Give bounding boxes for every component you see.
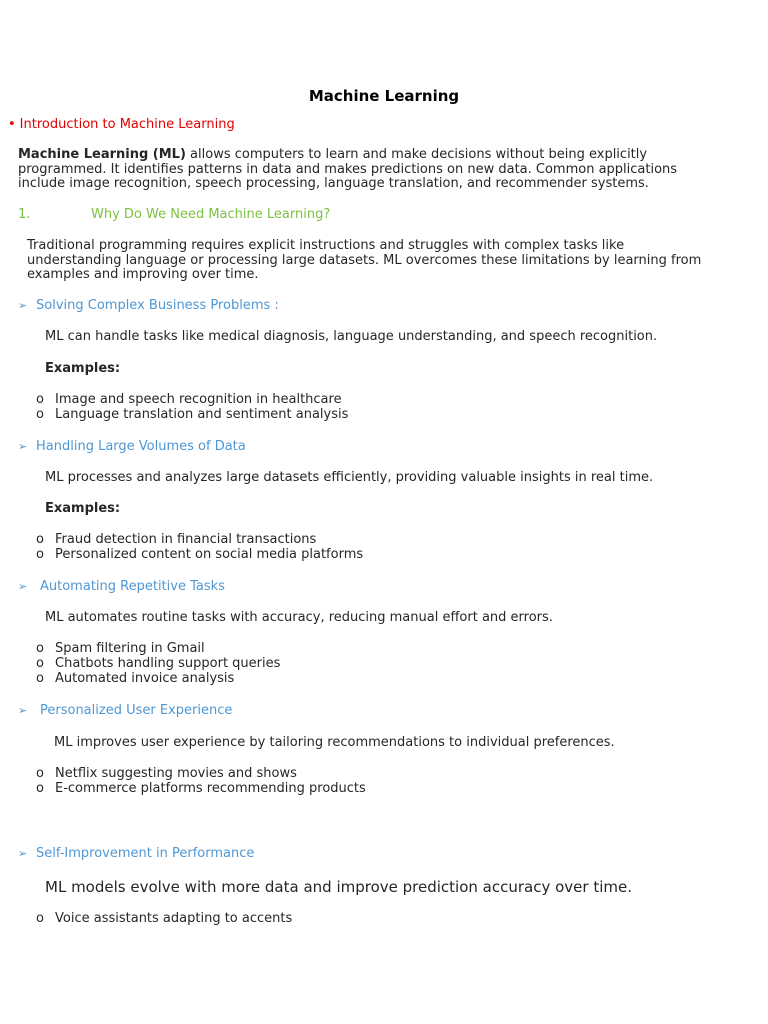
- section-heading-text: Handling Large Volumes of Data: [36, 439, 246, 454]
- list-item: [36, 641, 280, 656]
- sub-bullet-icon: o: [36, 547, 44, 562]
- section-heading: [18, 703, 232, 718]
- list-item: [36, 656, 280, 671]
- example-list: [36, 532, 363, 562]
- sub-bullet-icon: o: [36, 911, 44, 926]
- list-item-text: Language translation and sentiment analysis: [55, 407, 349, 422]
- section-heading-text: Self-Improvement in Performance: [36, 846, 255, 861]
- section-heading: [18, 579, 225, 594]
- list-item-text: Voice assistants adapting to accents: [55, 911, 293, 926]
- sub-bullet-icon: o: [36, 671, 44, 686]
- intro-paragraph-bold: Machine Learning (ML): [18, 147, 186, 162]
- section-text: ML processes and analyzes large datasets efficiently, providing valuable insights in real time.: [45, 470, 654, 485]
- intro-paragraph: [18, 148, 708, 192]
- numbered-heading: [18, 207, 330, 222]
- section-heading-text: Automating Repetitive Tasks: [40, 579, 225, 594]
- sub-bullet-icon: o: [36, 532, 44, 547]
- why-paragraph: Traditional programming requires explicit instructions and struggles with complex tasks like understanding language or processing large datasets. ML overcomes these limitations by learning from examples and improving over time.: [27, 238, 702, 282]
- section-heading: [18, 846, 254, 861]
- list-item: [36, 532, 363, 547]
- list-item-text: Netflix suggesting movies and shows: [55, 766, 297, 781]
- section-heading: [18, 298, 279, 313]
- list-item: [36, 547, 363, 562]
- arrow-bullet-icon: ➢: [18, 704, 28, 717]
- arrow-bullet-icon: ➢: [18, 299, 28, 312]
- sub-bullet-icon: o: [36, 407, 44, 422]
- examples-label: Examples:: [45, 361, 121, 376]
- examples-label: Examples:: [45, 501, 121, 516]
- example-list: [36, 766, 366, 796]
- list-item-text: Image and speech recognition in healthcare: [55, 392, 342, 407]
- section-text: ML improves user experience by tailoring recommendations to individual preferences.: [54, 735, 615, 750]
- document-title: Machine Learning: [308, 87, 460, 105]
- list-item-text: Fraud detection in financial transactions: [55, 532, 317, 547]
- sub-bullet-icon: o: [36, 641, 44, 656]
- example-list: [36, 392, 348, 422]
- list-item-text: Chatbots handling support queries: [55, 656, 281, 671]
- list-item: [36, 766, 366, 781]
- sub-bullet-icon: o: [36, 392, 44, 407]
- intro-paragraph-text: allows computers to learn and make decisions without being explicitly programmed. It identifies patterns in data and makes predictions on new data. Common applications include image recognition, speech processing, language translation, and recommender systems.: [18, 147, 678, 191]
- list-item: [36, 671, 280, 686]
- section-heading-text: Personalized User Experience: [40, 703, 233, 718]
- intro-heading-text: Introduction to Machine Learning: [19, 117, 235, 132]
- list-item: [36, 392, 348, 407]
- list-item: [36, 911, 292, 926]
- list-item: [36, 407, 348, 422]
- list-item-text: Spam filtering in Gmail: [55, 641, 205, 656]
- section-text: ML automates routine tasks with accuracy, reducing manual effort and errors.: [45, 610, 553, 625]
- example-list: [36, 911, 292, 926]
- numbered-heading-text: Why Do We Need Machine Learning?: [91, 207, 331, 222]
- sub-bullet-icon: o: [36, 781, 44, 796]
- example-list: [36, 641, 280, 686]
- arrow-bullet-icon: ➢: [18, 847, 28, 860]
- arrow-bullet-icon: ➢: [18, 580, 28, 593]
- numbered-heading-number: 1.: [18, 207, 31, 222]
- section-heading-text: Solving Complex Business Problems :: [36, 298, 279, 313]
- section-text: ML models evolve with more data and improve prediction accuracy over time.: [45, 878, 632, 896]
- intro-heading: [8, 117, 235, 132]
- arrow-bullet-icon: ➢: [18, 440, 28, 453]
- list-item: [36, 781, 366, 796]
- list-item-text: Personalized content on social media platforms: [55, 547, 364, 562]
- sub-bullet-icon: o: [36, 656, 44, 671]
- bullet-icon: •: [8, 117, 16, 132]
- list-item-text: Automated invoice analysis: [55, 671, 235, 686]
- section-text: ML can handle tasks like medical diagnosis, language understanding, and speech recognition.: [45, 329, 658, 344]
- list-item-text: E-commerce platforms recommending products: [55, 781, 366, 796]
- sub-bullet-icon: o: [36, 766, 44, 781]
- section-heading: [18, 439, 246, 454]
